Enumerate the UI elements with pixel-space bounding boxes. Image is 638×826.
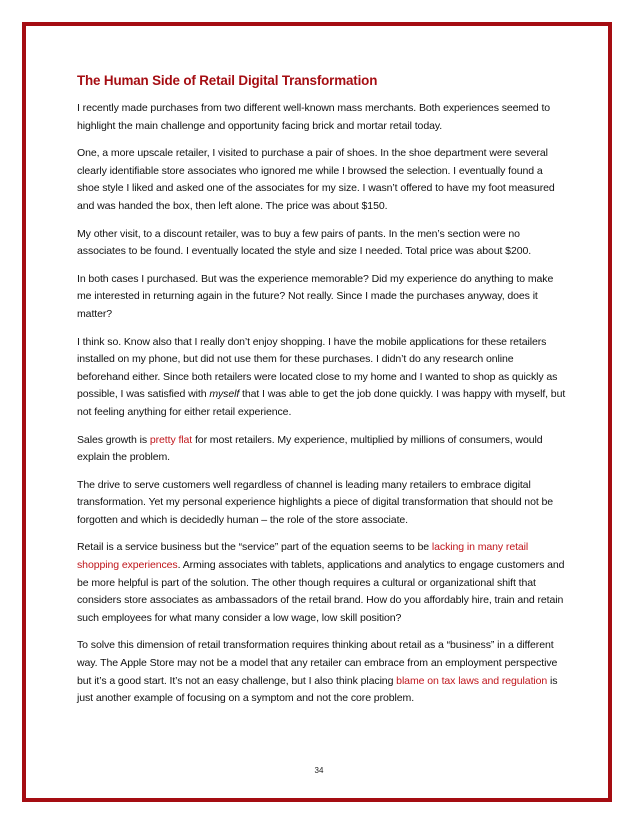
paragraph-5: [77, 334, 567, 422]
paragraph-8: [77, 539, 567, 627]
article-title: The Human Side of Retail Digital Transformation: [77, 73, 378, 88]
blame-on-tax-laws-link[interactable]: blame on tax laws and regulation: [396, 674, 548, 687]
paragraph-2: One, a more upscale retailer, I visited to purchase a pair of shoes. In the shoe department were several clearly identifiable store associates who ignored me while I browsed the selection. I eventually found a shoe style I liked and asked one of the associates for my size. I wasn’t offered to have my foot measured and was handed the box, then left alone. The price was about $150.: [77, 147, 555, 212]
pretty-flat-link[interactable]: pretty flat: [149, 433, 193, 446]
paragraph-6-text-b: for most retailers. My experience, multiplied by millions of consumers, would explain the problem.: [77, 433, 543, 464]
paragraph-9: [77, 637, 567, 707]
lacking-in-many-link[interactable]: lacking in many retail shopping experiences: [77, 541, 529, 572]
paragraph-5-text-b: that I was able to get the job done quickly. I was happy with myself, but not feeling anything for either retail experience.: [77, 388, 566, 418]
paragraph-5-emphasis: myself: [209, 388, 240, 401]
paragraph-7: The drive to serve customers well regardless of channel is leading many retailers to embrace digital transformation. Yet my personal experience highlights a piece of digital transformation that should not be forgotten and which is decidedly human – the role of the store associate.: [77, 478, 554, 526]
paragraph-6-text-a: Sales growth is: [77, 433, 150, 446]
paragraph-9-text-a: To solve this dimension of retail transformation requires thinking about retail as a “business” in a different way. The Apple Store may not be a model that any retailer can embrace from an employment perspective but it’s a good start. It’s not an easy challenge, but I also think placing: [77, 639, 558, 687]
paragraph-4: In both cases I purchased. But was the experience memorable? Did my experience do anything to make me interested in returning again in the future? Not really. Since I made the purchases anyway, does it matter?: [77, 272, 554, 320]
paragraph-5-text-a: I think so. Know also that I really don’t enjoy shopping. I have the mobile applications for these retailers installed on my phone, but did not use them for these purchases. I didn’t do any research online beforehand either. Since both retailers were located close to my home and I wanted to shop as quickly as possible, I was satisfied with: [77, 335, 558, 401]
paragraph-6: [77, 432, 567, 467]
paragraph-1: I recently made purchases from two different well-known mass merchants. Both experiences seemed to highlight the main challenge and opportunity facing brick and mortar retail today.: [77, 102, 551, 132]
paragraph-9-text-b: is just another example of focusing on a symptom and not the core problem.: [77, 674, 558, 705]
article: [77, 72, 567, 718]
paragraph-8-text-b: . Arming associates with tablets, applications and analytics to engage customers and be more helpful is part of the solution. The other though requires a cultural or organizational shift that considers store associates as ambassadors of the retail brand. How do you affordably hire, train and retain such employees for what many consider a low wage, low skill position?: [77, 559, 565, 624]
page-number: 34: [314, 766, 324, 775]
paragraph-8-text-a: Retail is a service business but the “service” part of the equation seems to be: [77, 541, 432, 554]
paragraph-3: My other visit, to a discount retailer, was to buy a few pairs of pants. In the men’s section were no associates to be found. I eventually located the style and size I needed. Total price was about $200.: [77, 227, 532, 258]
